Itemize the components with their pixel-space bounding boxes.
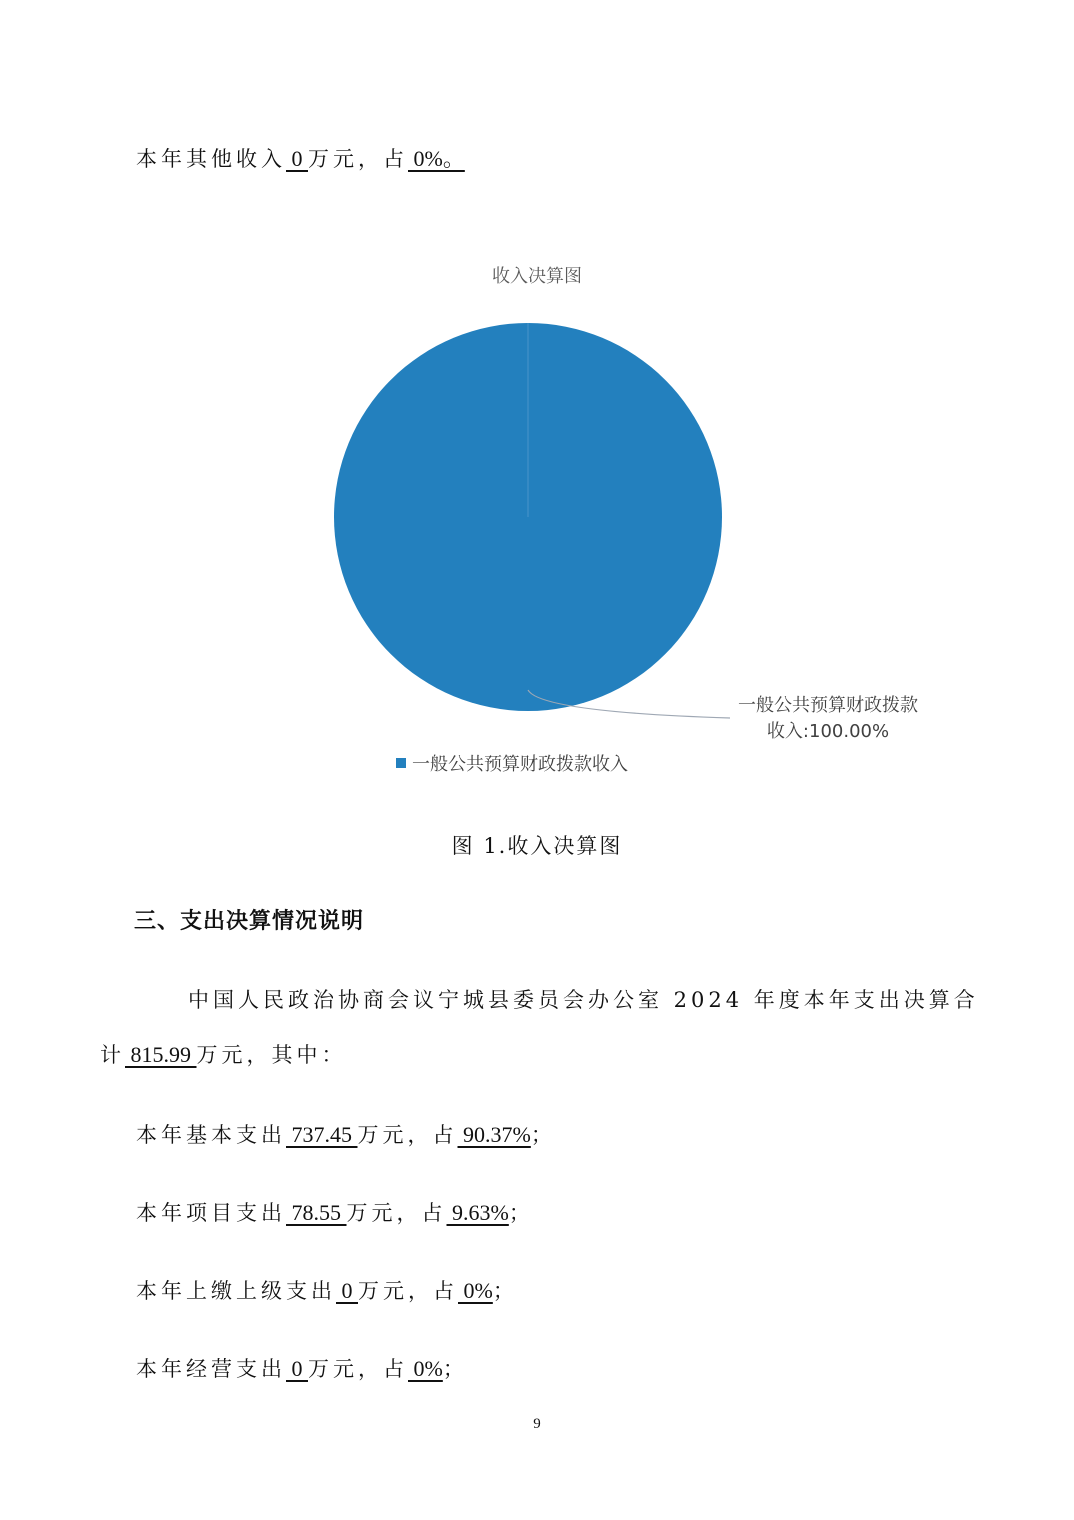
text: 计 bbox=[100, 1043, 125, 1067]
section-heading: 三、支出决算情况说明 bbox=[134, 909, 365, 934]
text: 本年项目支出 bbox=[136, 1201, 286, 1225]
amount: 737.45 bbox=[286, 1122, 358, 1147]
legend-entry: 一般公共预算财政拨款收入 bbox=[412, 754, 628, 775]
pie-data-label bbox=[738, 693, 918, 745]
text: 万元，其中： bbox=[196, 1043, 347, 1067]
chart-title: 收入决算图 bbox=[492, 266, 582, 287]
text: 万元，占 bbox=[308, 147, 408, 171]
text: 中国人民政治协商会议宁城县委员会办公室 2024 年度本年支出决算合 bbox=[188, 988, 979, 1012]
text: 本年上缴上级支出 bbox=[136, 1279, 336, 1303]
data-label-line: 一般公共预算财政拨款 bbox=[738, 695, 918, 716]
amount: 78.55 bbox=[286, 1200, 347, 1225]
text: ； bbox=[508, 1201, 534, 1225]
percent: 9.63% bbox=[446, 1200, 509, 1225]
text: ； bbox=[492, 1279, 518, 1303]
text: 本年基本支出 bbox=[136, 1123, 286, 1147]
text: 万元，占 bbox=[346, 1201, 447, 1225]
business-expense-line bbox=[136, 1355, 468, 1383]
amount: 0 bbox=[286, 146, 308, 171]
data-label-line: 收入:100.00% bbox=[766, 721, 890, 742]
percent: 0%。 bbox=[408, 146, 465, 171]
text: ； bbox=[530, 1123, 556, 1147]
figure-caption: 图 1.收入决算图 bbox=[451, 834, 623, 858]
text: 万元，占 bbox=[358, 1279, 458, 1303]
page-number: 9 bbox=[533, 1416, 541, 1432]
text: 本年经营支出 bbox=[136, 1357, 286, 1381]
text: 万元，占 bbox=[357, 1123, 458, 1147]
amount: 815.99 bbox=[125, 1042, 197, 1067]
legend-swatch bbox=[396, 758, 406, 768]
project-expense-line bbox=[136, 1199, 534, 1227]
percent: 0% bbox=[408, 1356, 443, 1381]
text: 本年其他收入 bbox=[136, 147, 286, 171]
paragraph-line-1 bbox=[188, 986, 979, 1014]
amount: 0 bbox=[286, 1356, 308, 1381]
text: ； bbox=[442, 1357, 468, 1381]
text: 万元，占 bbox=[308, 1357, 408, 1381]
upper-expense-line bbox=[136, 1277, 518, 1305]
percent: 0% bbox=[458, 1278, 493, 1303]
legend bbox=[396, 750, 628, 776]
basic-expense-line bbox=[136, 1121, 556, 1149]
percent: 90.37% bbox=[457, 1122, 531, 1147]
amount: 0 bbox=[336, 1278, 358, 1303]
paragraph-line-2 bbox=[100, 1041, 347, 1069]
